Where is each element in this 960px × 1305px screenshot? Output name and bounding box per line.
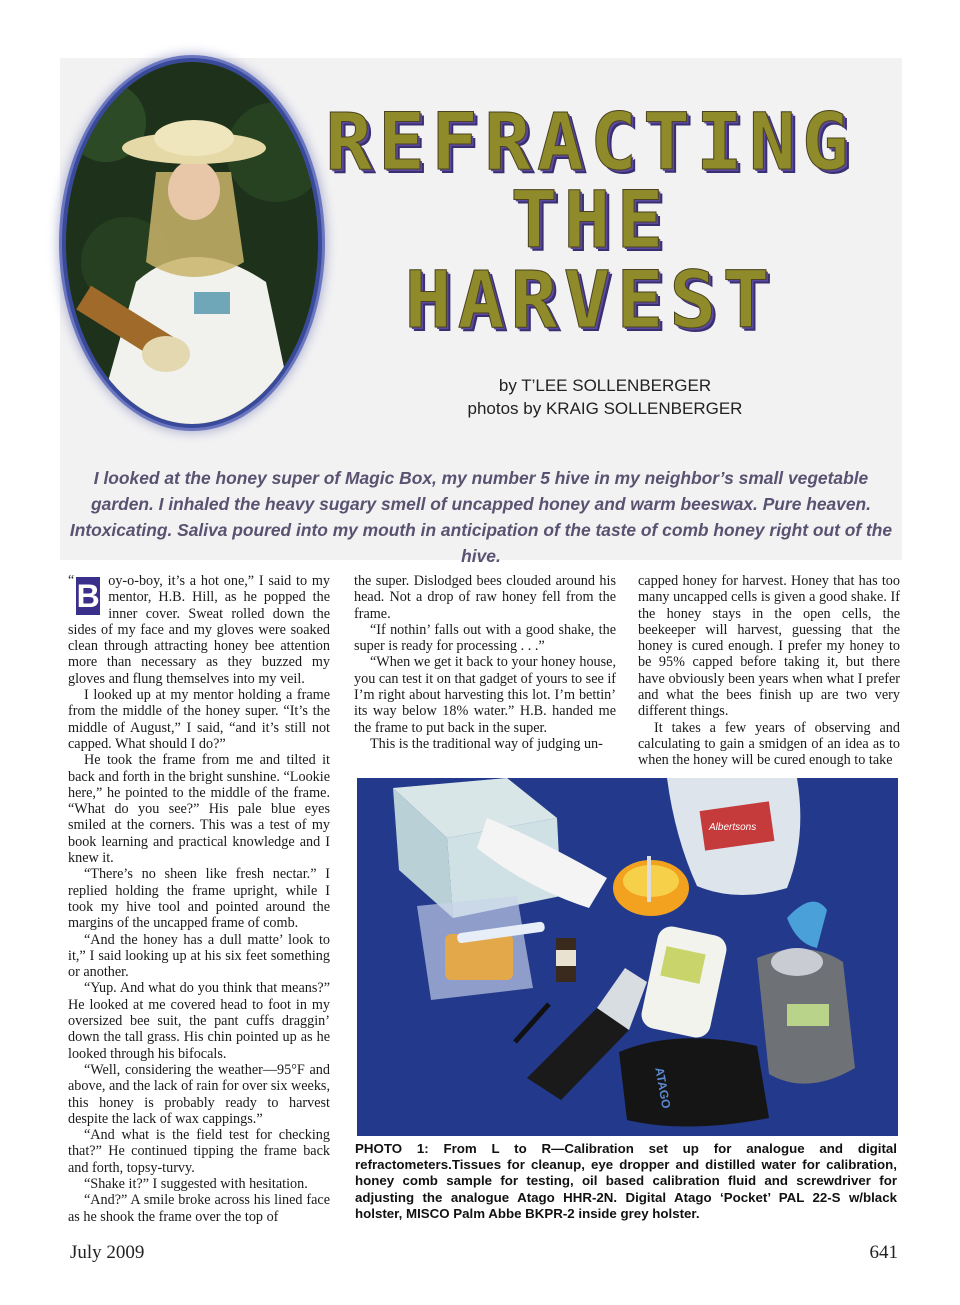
paragraph: “And what is the field test for checking that?” He continued tipping the frame back and forth, topsy-turvy. [68, 1127, 330, 1176]
paragraph: “And?” A smile broke across his lined face as he shook the frame over the top of [68, 1192, 330, 1225]
paragraph: capped honey for harvest. Honey that has too many uncapped cells is given a good shake. If the honey stays in the open cells, the beekeeper will harvest, guessing that the honey is cured enough. I prefer my honey to be 95% capped before taking it, but there have obviously been years when what I prefer and what the bees finish up are two very different things. [638, 573, 900, 720]
title-line-2: THE [510, 176, 670, 266]
paragraph: It takes a few years of observing and calculating to gain a smidgen of an idea as to when the honey will be cured enough to take [638, 719, 900, 769]
open-quote: “ [68, 573, 75, 588]
body-column-2 [354, 573, 616, 752]
paragraph: the super. Dislodged bees clouded around his head. Not a drop of raw honey fell from the frame. [354, 573, 616, 622]
paragraph: “Shake it?” I suggested with hesitation. [84, 1175, 308, 1192]
lead-paragraph: I looked at the honey super of Magic Box, my number 5 hive in my neighbor’s small vegetable garden. I inhaled the heavy sugary smell of uncapped honey and warm beeswax. Pure heaven. Intoxicating. Saliva poured into my mouth in anticipation of the taste of comb honey right out of the hive. [69, 468, 893, 566]
page-number: 641 [869, 1242, 898, 1263]
first-paragraph-text: oy-o-boy, it’s a hot one,” I said to my mentor, H.B. Hill, as he popped the inner cover. Sweat rolled down the sides of my face and my gloves were soaked clean through attracting honey bee attention more than necessary as they buzzed my gloves and flung themselves into my veil. [68, 573, 330, 687]
paragraph: “If nothin’ falls out with a good shake, the super is ready for processing . . .” [354, 621, 616, 655]
paragraph: “Well, considering the weather—95°F and above, and the lack of rain for over six weeks, this honey is probably ready to harvest despite the lack of wax cappings.” [68, 1061, 330, 1127]
paragraph: “Yup. And what do you think that means?” He looked at me covered head to foot in my oversized bee suit, the pant cuffs draggin’ down the tall grass. His chin pointed up as he looked through his bifocals. [68, 980, 330, 1062]
title-line-3: HARVEST [404, 256, 776, 346]
holster-brand-label: ATAGO [652, 1066, 674, 1110]
photo-byline: photos by KRAIG SOLLENBERGER [467, 399, 743, 418]
paragraph: This is the traditional way of judging un- [370, 735, 603, 752]
drop-cap: B [76, 578, 100, 614]
body-column-1 [68, 573, 330, 1225]
body-column-3 [638, 573, 900, 769]
refractometer-photo [357, 778, 898, 1136]
paragraph: He took the frame from me and tilted it back and forth in the bright sunshine. “Lookie here,” he pointed to the middle of the frame. “What do you see?” His pale blue eyes smiled at the corners. This was a test of my book learning and practical knowledge and I knew it. [68, 752, 330, 867]
footer-date: July 2009 [70, 1242, 145, 1263]
paragraph: “There’s no sheen like fresh nectar.” I replied holding the frame upright, while I took my hive tool and pointed around the margins of the uncapped frame of comb. [68, 866, 330, 932]
paragraph: I looked up at my mentor holding a frame from the middle of the honey super. “It’s the middle of August,” I said, “and it’s still not capped. What should I do?” [68, 687, 330, 752]
beekeeper-portrait [66, 62, 318, 424]
paragraph: “And the honey has a dull matte’ look to it,” I said looking up at his six feet something or another. [68, 931, 330, 981]
photo-caption: PHOTO 1: From L to R—Calibration set up for analogue and digital refractometers.Tissues for cleanup, eye dropper and distilled water for calibration, honey comb sample for testing, oil based calibration fluid and screwdriver for adjusting the analogue Atago HHR-2N. Digital Atago ‘Pocket’ PAL 22-S w/black holster, MISCO Palm Abbe BKPR-2 inside grey holster. [355, 1141, 897, 1221]
author-byline: by T’LEE SOLLENBERGER [498, 376, 712, 395]
water-label: Albertsons [709, 822, 757, 833]
title-line-1: REFRACTING [325, 98, 855, 188]
first-paragraph [68, 573, 330, 687]
paragraph: “When we get it back to your honey house, you can test it on that gadget of yours to see if I’m right about harvesting this lot. I’m bettin’ its way below 18% water.” H.B. handed me the frame to put back in the super. [354, 654, 617, 736]
